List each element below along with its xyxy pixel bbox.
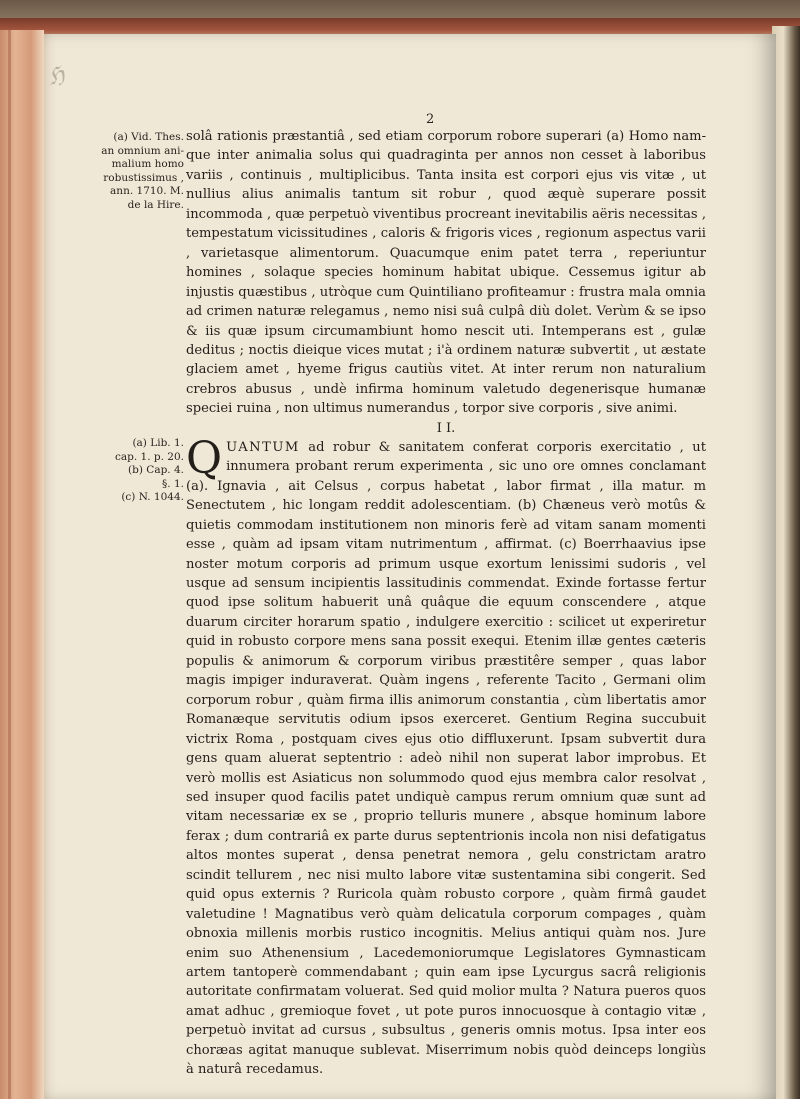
margin-note-line: §. 1. <box>162 477 184 490</box>
margin-note-line: ann. 1710. M. <box>110 185 184 198</box>
drop-cap: Q <box>186 432 223 484</box>
page-edges-left <box>0 30 44 1099</box>
margin-note-citations <box>100 437 184 505</box>
margin-note-line: an omnium ani- <box>101 144 184 157</box>
ink-stain: ℌ <box>44 62 68 92</box>
lead-word: UANTUM <box>226 439 300 455</box>
margin-note-line: malium homo <box>111 158 184 171</box>
margin-note-line: robustissimus , <box>103 171 184 184</box>
margin-note-line: de la Hire. <box>127 198 184 211</box>
margin-note-reference <box>100 131 184 213</box>
margin-note-line: (c) N. 1044. <box>121 491 184 504</box>
page-edges-right <box>772 26 800 1099</box>
margin-note-line: (b) Cap. 4. <box>128 464 184 477</box>
margin-note-line: (a) Lib. 1. <box>132 437 184 449</box>
page-number: 2 <box>426 112 435 127</box>
section-heading: I I. <box>436 420 456 436</box>
main-text-block <box>186 127 706 1080</box>
paragraph: solâ rationis præstantiâ , sed etiam corporum robore superari (a) Homo nam-que inter animalia solus qui quadraginta per annos non cesset à laboribus variis , continuis , multiplicibus. Tanta insita est corpori ejus vis vitæ , ut nullius alius animalis tantum sit robur , quod æquè superare possit incommoda , quæ perpetuò viventibus procreant inevitabilis aëris necessitas , tempestatum vicissitudines , caloris & frigoris vices , regionum aspectus varii , varietasque alimentorum. Quacumque enim patet terra , reperiuntur homines , solaque species hominum habitat ubique. Cessemus igitur ab injustis quæstibus , utròque cum Quintiliano profiteamur : frustra mala omnia ad crimen naturæ relegamus , nemo nisi suâ culpâ diù dolet. Verùm & se ipso & iis quæ ipsum circumambiunt homo nescit uti. Intemperans est , gulæ deditus ; noctis dieique vices mutat ; i'à ordinem naturæ subvertit , ut æstate glaciem amet , hyeme frigus cautiùs vitet. At inter rerum non naturalium crebros abusus , undè infirma hominum valetudo degenerisque humanæ speciei ruina , non ultimus numerandus , torpor sive corporis , sive animi. <box>186 129 706 417</box>
paragraph-body: ad robur & sanitatem conferat corporis exercitatio , ut innumera probant rerum experimenta , sic uno ore omnes conclamant (a). Ignavia , ait Celsus , corpus habetat , labor firmat , illa matur. m Senectutem , hic longam reddit adolescentiam. (b) Chæneus verò motûs & quietis commodam institutionem non minoris ferè ad vitam sanam momenti esse , quàm ad ipsam vitam nutrimentum , affirmat. (c) Boerrhaavius ipse noster motum corporis ad primum usque exortum lenissimi sudoris , vel usque ad sensum incipientis lassitudinis commendat. Exinde fortasse fertur quod ipse solitum habuerit unâ quâque die equum conscendere , atque duarum circiter horarum spatio , indulgere exercitio : scilicet ut experiretur quid in robusto corpore mens sana possit exequi. Etenim illæ gentes cæteris populis & animorum & corporum viribus præstitêre semper , quas labor magis impiger induraverat. Quàm ingens , referente Tacito , Germani olim corporum robur , quàm firma illis animorum constantia , cùm libertatis amor Romanæque servitutis odium ipsos exerceret. Gentium Regina succubuit victrix Roma , postquam cives ejus otio diffluxerunt. Ipsam subvertit dura gens quam aluerat septentrio : adeò nihil non superat labor improbus. Et verò mollis est Asiaticus non solummodo quod ejus membra calor resolvat , sed insuper quod facilis patet undiquè campus rerum omnium quæ sunt ad vitam necessariæ ex se , proprio telluris munere , absque hominum labore ferax ; dum contrariâ ex parte durus septentrionis incola non nisi defatigatus altos montes superat , densa penetrat nemora , gelu constrictam aratro scindit tellurem , nec nisi multo labore vitæ sustentamina sibi congerit. Sed quid opus externis ? Ruricola quàm robusto corpore , quàm firmâ gaudet valetudine ! Magnatibus verò quàm delicatula corporum compages , quàm obnoxia millenis morbis rustico incognitis. Melius antiqui quàm nos. Jure enim suo Athenensium , Lacedemoniorumque Legislatores Gymnasticam artem tantoperè commendabant ; quin eam ipse Lycurgus sacrâ religionis autoritate confirmatam voluerat. Sed quid molior multa ? Natura pueros quos amat adhuc , gremioque fovet , ut pote puros innocuosque à contagio vitæ , perpetuò invitat ad cursus , subsultus , generis omnis motus. Ipsa inter eos choræas agitat manuque sublevat. Miserrimum nobis quòd deinceps longiùs à naturâ recedamus. <box>186 439 706 1078</box>
paragraph <box>186 432 706 1080</box>
margin-note-line: (a) Vid. Thes. <box>113 131 184 143</box>
margin-note-line: cap. 1. p. 20. <box>115 450 184 463</box>
